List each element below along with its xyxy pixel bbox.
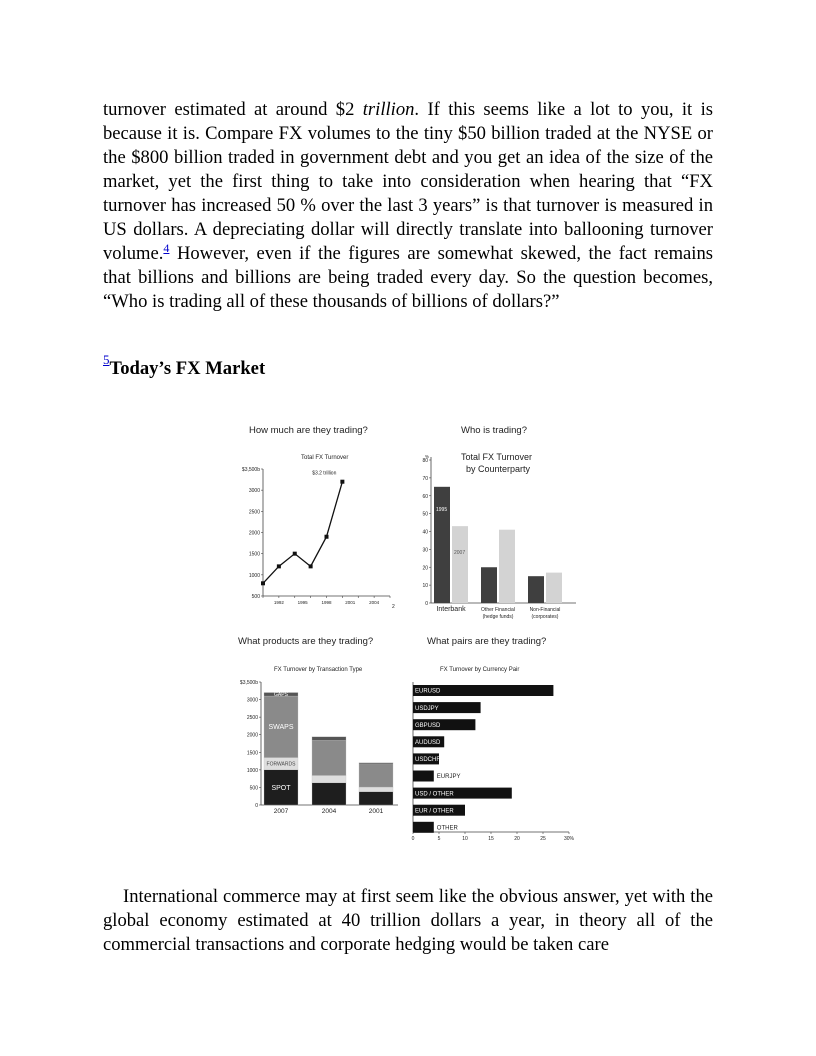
pair-label: EURJPY [436,774,461,781]
category-label: (corporates) [531,614,559,620]
chart-subtitle: Total FX Turnover [461,452,533,462]
x-tick-label: 2004 [321,808,337,815]
bar-2007 [499,530,515,603]
x-tick-label: 30% [563,836,575,842]
y-tick-label: 40 [422,529,428,536]
series-label: 2007 [454,550,466,557]
y-tick-label: 500 [249,785,258,792]
chart-title: Who is trading? [461,425,528,436]
x-tick-label: 25 [540,836,546,842]
y-tick-label: 0 [255,803,258,809]
data-point [325,535,329,539]
pair-label: EURUSD [415,688,441,695]
x-tick-label: 0 [411,836,415,842]
category-label: (hedge funds) [482,614,514,620]
annotation-label: $3.2 trillion [312,470,337,477]
data-point [340,480,344,484]
text-segment: However, even if the figures are somewhat skewed, the fact remains that billions and billions are being traded every day. So the question becomes, “Who is trading all of these thousands of billions of dollars?” [103,243,713,312]
y-tick-label: 3000 [248,488,260,495]
corner-note: 2 [392,604,395,610]
bar-1995 [481,567,497,603]
y-unit-label: % [425,454,430,459]
pair-label: USDJPY [415,705,439,712]
y-tick-label: $3,500b [241,467,260,473]
footnote-link[interactable]: 4 [163,241,170,255]
data-point [277,564,281,568]
y-tick-label: 30 [422,547,428,554]
footnote-link[interactable]: 5 [103,352,110,367]
stack-spot [359,792,393,805]
pair-label: USDCHF [415,757,440,764]
stack-swaps [359,764,393,787]
x-tick-label: 10 [462,836,468,842]
x-tick-label: 5 [437,836,441,842]
y-tick-label: 1000 [246,767,258,774]
x-tick-label: 2001 [368,808,384,815]
y-tick-label: 1000 [248,572,260,579]
data-point [261,581,265,585]
y-tick-label: 1500 [246,750,258,757]
y-tick-label: 20 [422,565,428,572]
bar-2007 [452,526,468,603]
turnover-line [263,482,342,584]
chart-subtitle: FX Turnover by Transaction Type [274,667,363,673]
y-tick-label: 2000 [246,732,258,739]
section-heading [103,352,266,380]
x-tick-label: 1998 [321,600,332,605]
pair-label: USD / OTHER [415,791,454,798]
y-tick-label: $3,500b [239,680,258,686]
x-tick-label: 15 [488,836,494,842]
y-tick-label: 50 [422,511,428,518]
chart-title: What products are they trading? [238,636,374,647]
y-tick-label: 70 [422,475,428,482]
y-tick-label: 500 [251,594,260,600]
x-tick-label: 20 [514,836,520,842]
body-paragraph [103,98,713,314]
stack-spot [312,783,346,805]
category-label: Interbank [436,606,466,613]
y-tick-label: 3000 [246,697,258,704]
stack-forwards [359,787,393,792]
stack-label: SPOT [271,784,291,792]
y-tick-label: 2500 [246,715,258,722]
pair-bar [413,771,434,782]
text-segment: turnover estimated at around $2 [103,99,363,120]
y-tick-label: 2500 [248,509,260,516]
y-tick-label: 2000 [248,530,260,537]
pair-bar [413,822,434,833]
pair-label: OTHER [436,825,458,832]
bar-1995 [528,576,544,603]
text-segment: . If this seems like a lot to you, it is because it is. Compare FX volumes to the tiny $50 billion traded at the NYSE or the $800 billion traded in government debt and you get an idea of the size of the market, yet the first thing to take into consideration when hearing that “FX turnover has increased 50 % over the last 3 years” is that turnover is measured in US dollars. A depreciating dollar will directly translate into ballooning turnover volume. [103,99,713,264]
category-label: Non-Financial [529,607,561,613]
chart-subtitle: by Counterparty [466,464,531,474]
stack-forwards [312,775,346,782]
series-label: 1995 [436,506,448,513]
stack-gaps [359,763,393,764]
fx-market-figure [228,418,580,846]
pair-label: EUR / OTHER [415,808,454,815]
y-tick-label: 10 [422,583,428,590]
x-tick-label: 2001 [345,600,356,605]
stack-label: GAPS [274,691,288,698]
data-point [309,564,313,568]
x-tick-label: 1995 [297,600,308,605]
body-paragraph: International commerce may at first seem like the obvious answer, yet with the global economy estimated at 40 trillion dollars a year, in theory all of the commercial transactions and corporate hedging would be taken care [103,886,713,955]
stack-gaps [312,737,346,741]
chart-subtitle: FX Turnover by Currency Pair [440,667,520,673]
stack-label: FORWARDS [266,761,296,768]
stack-label: SWAPS [268,724,294,732]
y-tick-label: 1500 [248,551,260,558]
stack-swaps [312,740,346,775]
italic-text: trillion [362,99,415,120]
y-tick-label: 80 [422,458,428,464]
chart-subtitle: Total FX Turnover [301,455,349,461]
pair-label: GBPUSD [415,722,441,729]
pair-label: AUDUSD [415,740,441,746]
bar-2007 [546,573,562,603]
x-tick-label: 2007 [273,808,289,815]
data-point [293,552,297,556]
chart-title: How much are they trading? [249,425,368,436]
chart-title: What pairs are they trading? [427,636,547,647]
heading-text: Today’s FX Market [109,358,266,379]
bar-1995 [434,487,450,603]
y-tick-label: 0 [425,601,428,607]
x-tick-label: 1992 [273,600,284,605]
category-label: Other Financial [481,607,515,613]
x-tick-label: 2004 [369,600,380,605]
y-tick-label: 60 [422,493,428,500]
